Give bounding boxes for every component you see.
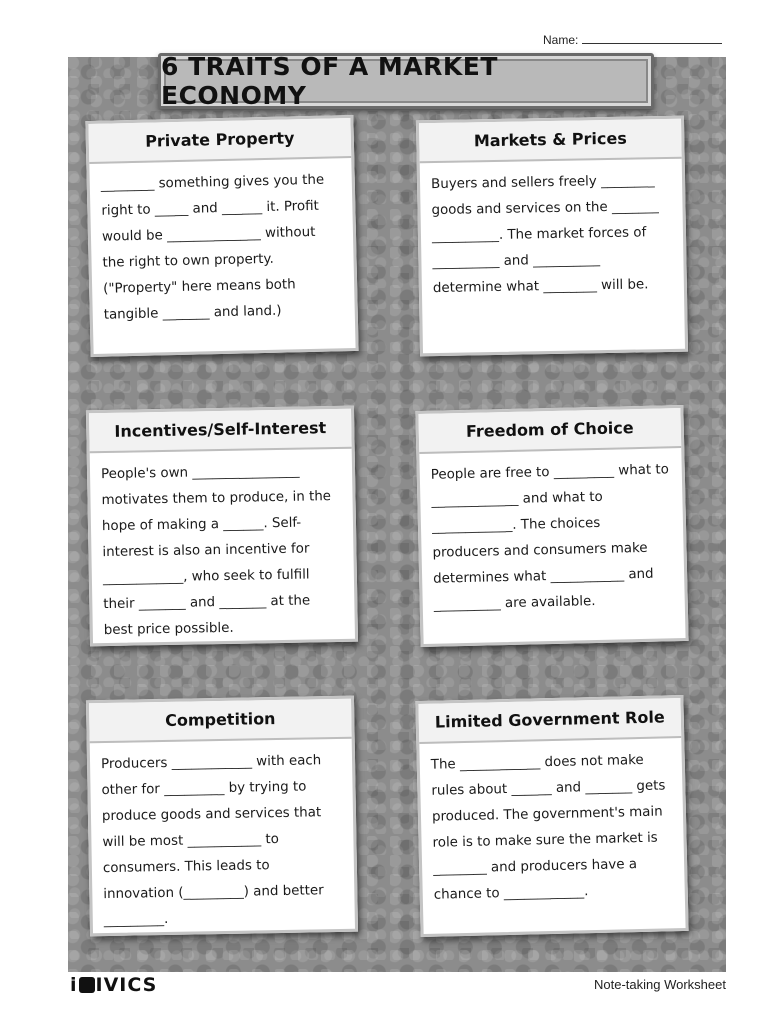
logo-suffix: IVICS [95,974,158,996]
title-banner [158,53,654,109]
card-private-property [85,115,358,357]
name-field[interactable] [543,32,722,47]
name-blank[interactable] [582,32,722,44]
card-body: Producers ____________ with each other for _________ by trying to produce goods and services that will be most ___________ to consumers. This leads to innovation (_________) and better _________. [100,753,324,929]
card-title: Incentives/Self-Interest [89,409,352,454]
card-body: People's own ________________ motivates them to produce, in the hope of making a ______. Self-interest is also an incentive for ____________, who seek to fulfill their _______ and _______ at the best price possible. [100,463,332,639]
card-freedom-of-choice [415,405,688,647]
card-title: Limited Government Role [418,698,681,744]
card-title: Freedom of Choice [418,408,681,454]
card-markets-prices [416,116,688,357]
logo-prefix: i [70,974,78,996]
card-title: Competition [89,699,352,744]
card-limited-government-role [415,695,688,937]
logo-c-mark-icon [79,977,95,993]
name-label: Name: [543,33,579,47]
card-body: People are free to _________ what to _____________ and what to ____________. The choices producers and consumers make determines what ___________ and __________ are available. [430,462,670,613]
worksheet-label: Note-taking Worksheet [594,977,726,992]
card-body: ________ something gives you the right to _____ and ______ it. Profit would be ______________ without the right to own property. ("Property" here means both tangible _______ and land.) [100,172,325,323]
card-competition [86,696,358,937]
card-incentives-self-interest [86,406,358,647]
card-title: Markets & Prices [419,119,682,164]
card-body: The ____________ does not make rules about ______ and _______ gets produced. The government's main role is to make sure the market is ________ and producers have a chance to ____________. [430,752,666,903]
card-title: Private Property [88,118,351,164]
card-body: Buyers and sellers freely ________ goods and services on the _______ __________. The market forces of __________ and __________ determine what ________ will be. [430,173,659,297]
page-title: 6 TRAITS OF A MARKET ECONOMY [161,52,498,110]
icivics-logo [70,974,157,996]
